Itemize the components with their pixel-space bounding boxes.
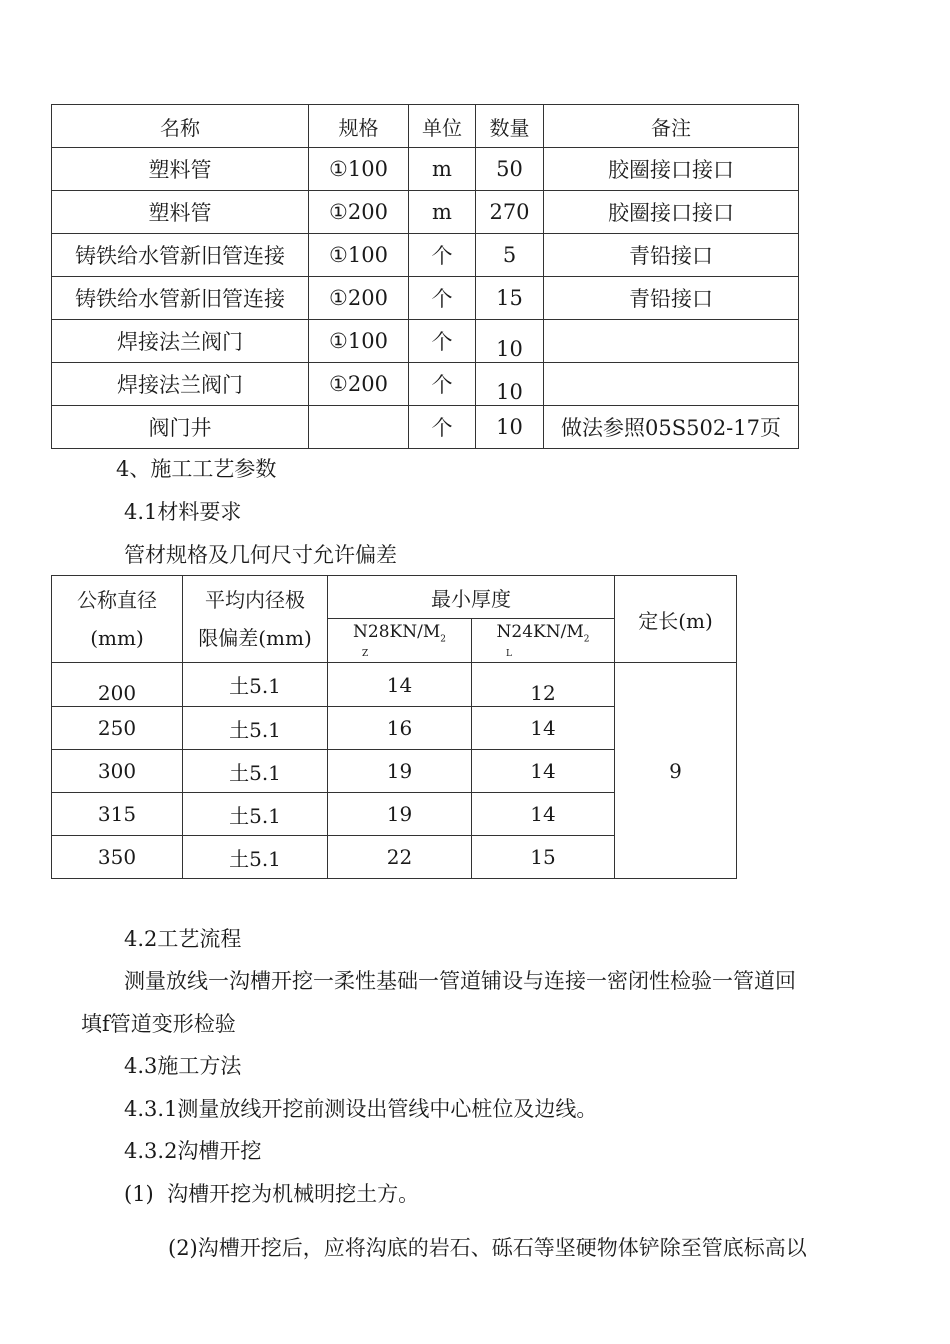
thickness-value: 12 xyxy=(530,680,556,705)
table-row xyxy=(52,148,799,191)
table-row xyxy=(52,406,799,449)
subscript-label: Z xyxy=(362,648,369,659)
table-cell: 19 xyxy=(328,750,472,793)
list-item: (2)沟槽开挖后，应将沟底的岩石、砾石等坚硬物体铲除至管底标高以 xyxy=(168,1236,807,1260)
table-row xyxy=(52,191,799,234)
quantity-value: 10 xyxy=(496,380,523,404)
table-header-row xyxy=(52,105,799,148)
table-cell xyxy=(476,363,544,406)
table-cell: 10 xyxy=(476,406,544,449)
subsection-heading: 4.3.2沟槽开挖 xyxy=(124,1139,262,1163)
table-cell: 16 xyxy=(328,707,472,750)
table-cell: 22 xyxy=(328,836,472,879)
table-cell: m xyxy=(409,148,476,191)
subsection-heading: 4.2工艺流程 xyxy=(124,927,242,951)
table-cell: 19 xyxy=(328,793,472,836)
table-cell: 50 xyxy=(476,148,544,191)
paragraph-line: 4.3.1测量放线开挖前测设出管线中心桩位及边线。 xyxy=(124,1097,598,1121)
table-cell: 个 xyxy=(409,406,476,449)
table-cell: 个 xyxy=(409,320,476,363)
header-cell xyxy=(328,619,472,663)
table-cell: 土5.1 xyxy=(183,663,328,707)
table-cell: 14 xyxy=(472,707,615,750)
table-cell xyxy=(472,663,615,707)
table-cell: 焊接法兰阀门 xyxy=(52,320,309,363)
table-cell: ①100 xyxy=(309,234,409,277)
table-cell: ①200 xyxy=(309,363,409,406)
table-cell: 土5.1 xyxy=(183,707,328,750)
table-cell: 青铅接口 xyxy=(544,277,799,320)
header-cell: 单位 xyxy=(409,105,476,148)
pipe-spec-table xyxy=(51,575,737,879)
table-cell xyxy=(544,363,799,406)
header-line: 限偏差(mm) xyxy=(198,626,312,650)
table-row xyxy=(52,363,799,406)
table-header-row xyxy=(52,576,737,619)
table-cell: ①100 xyxy=(309,148,409,191)
table-cell: 铸铁给水管新旧管连接 xyxy=(52,234,309,277)
table-cell: 14 xyxy=(472,750,615,793)
subscript-label: L xyxy=(506,648,512,659)
list-item: (1) 沟槽开挖为机械明挖土方。 xyxy=(124,1182,420,1206)
table-cell: 土5.1 xyxy=(183,750,328,793)
table-cell: 铸铁给水管新旧管连接 xyxy=(52,277,309,320)
table-row xyxy=(52,277,799,320)
table-cell: 塑料管 xyxy=(52,148,309,191)
table-cell: 塑料管 xyxy=(52,191,309,234)
table-cell xyxy=(476,320,544,363)
table-cell: 胶圈接口接口 xyxy=(544,148,799,191)
header-line: 平均内径极 xyxy=(205,588,305,612)
table-cell: ①100 xyxy=(309,320,409,363)
table-cell: 胶圈接口接口 xyxy=(544,191,799,234)
header-cell xyxy=(183,576,328,663)
n24-label: N24KN/M xyxy=(496,622,584,643)
table-cell: ①200 xyxy=(309,277,409,320)
table-cell: 做法参照05S502-17页 xyxy=(544,406,799,449)
materials-table xyxy=(51,104,799,449)
table-cell: 个 xyxy=(409,363,476,406)
table-cell: 315 xyxy=(52,793,183,836)
header-cell xyxy=(472,619,615,663)
table-cell: 土5.1 xyxy=(183,836,328,879)
quantity-value: 10 xyxy=(496,337,523,361)
table-cell: 15 xyxy=(476,277,544,320)
table-cell: 270 xyxy=(476,191,544,234)
table-cell: 14 xyxy=(328,663,472,707)
table-cell xyxy=(52,663,183,707)
table-row xyxy=(52,663,737,707)
header-cell: 最小厚度 xyxy=(328,576,615,619)
header-cell: 名称 xyxy=(52,105,309,148)
header-cell: 规格 xyxy=(309,105,409,148)
table-cell: m xyxy=(409,191,476,234)
table-cell: 250 xyxy=(52,707,183,750)
header-cell xyxy=(52,576,183,663)
table-cell xyxy=(544,320,799,363)
unit-exponent: 2 xyxy=(440,634,446,645)
header-cell: 定长(m) xyxy=(615,576,737,663)
header-cell: 备注 xyxy=(544,105,799,148)
subsection-heading: 4.1材料要求 xyxy=(124,500,242,524)
header-cell: 数量 xyxy=(476,105,544,148)
table-cell: 阀门井 xyxy=(52,406,309,449)
header-line: 公称直径 xyxy=(77,588,157,612)
table-cell: 青铅接口 xyxy=(544,234,799,277)
table-cell: 350 xyxy=(52,836,183,879)
section-heading: 4、施工工艺参数 xyxy=(116,457,277,481)
table-cell: 焊接法兰阀门 xyxy=(52,363,309,406)
paragraph-line: 测量放线一沟槽开挖一柔性基础一管道铺设与连接一密闭性检验一管道回 xyxy=(124,969,796,993)
header-line: (mm) xyxy=(90,626,144,650)
table-cell: 5 xyxy=(476,234,544,277)
table-caption: 管材规格及几何尺寸允许偏差 xyxy=(124,543,397,567)
table-cell xyxy=(309,406,409,449)
paragraph-line: 填f管道变形检验 xyxy=(81,1012,236,1036)
diameter-value: 200 xyxy=(97,680,137,705)
table-row xyxy=(52,320,799,363)
table-cell: 15 xyxy=(472,836,615,879)
n28-label: N28KN/M xyxy=(353,622,441,643)
table-row xyxy=(52,234,799,277)
table-cell: 土5.1 xyxy=(183,793,328,836)
subsection-heading: 4.3施工方法 xyxy=(124,1054,242,1078)
table-cell: 个 xyxy=(409,234,476,277)
table-cell: ①200 xyxy=(309,191,409,234)
table-cell: 14 xyxy=(472,793,615,836)
table-cell: 300 xyxy=(52,750,183,793)
unit-exponent: 2 xyxy=(583,634,590,645)
table-cell: 9 xyxy=(615,663,737,879)
table-cell: 个 xyxy=(409,277,476,320)
